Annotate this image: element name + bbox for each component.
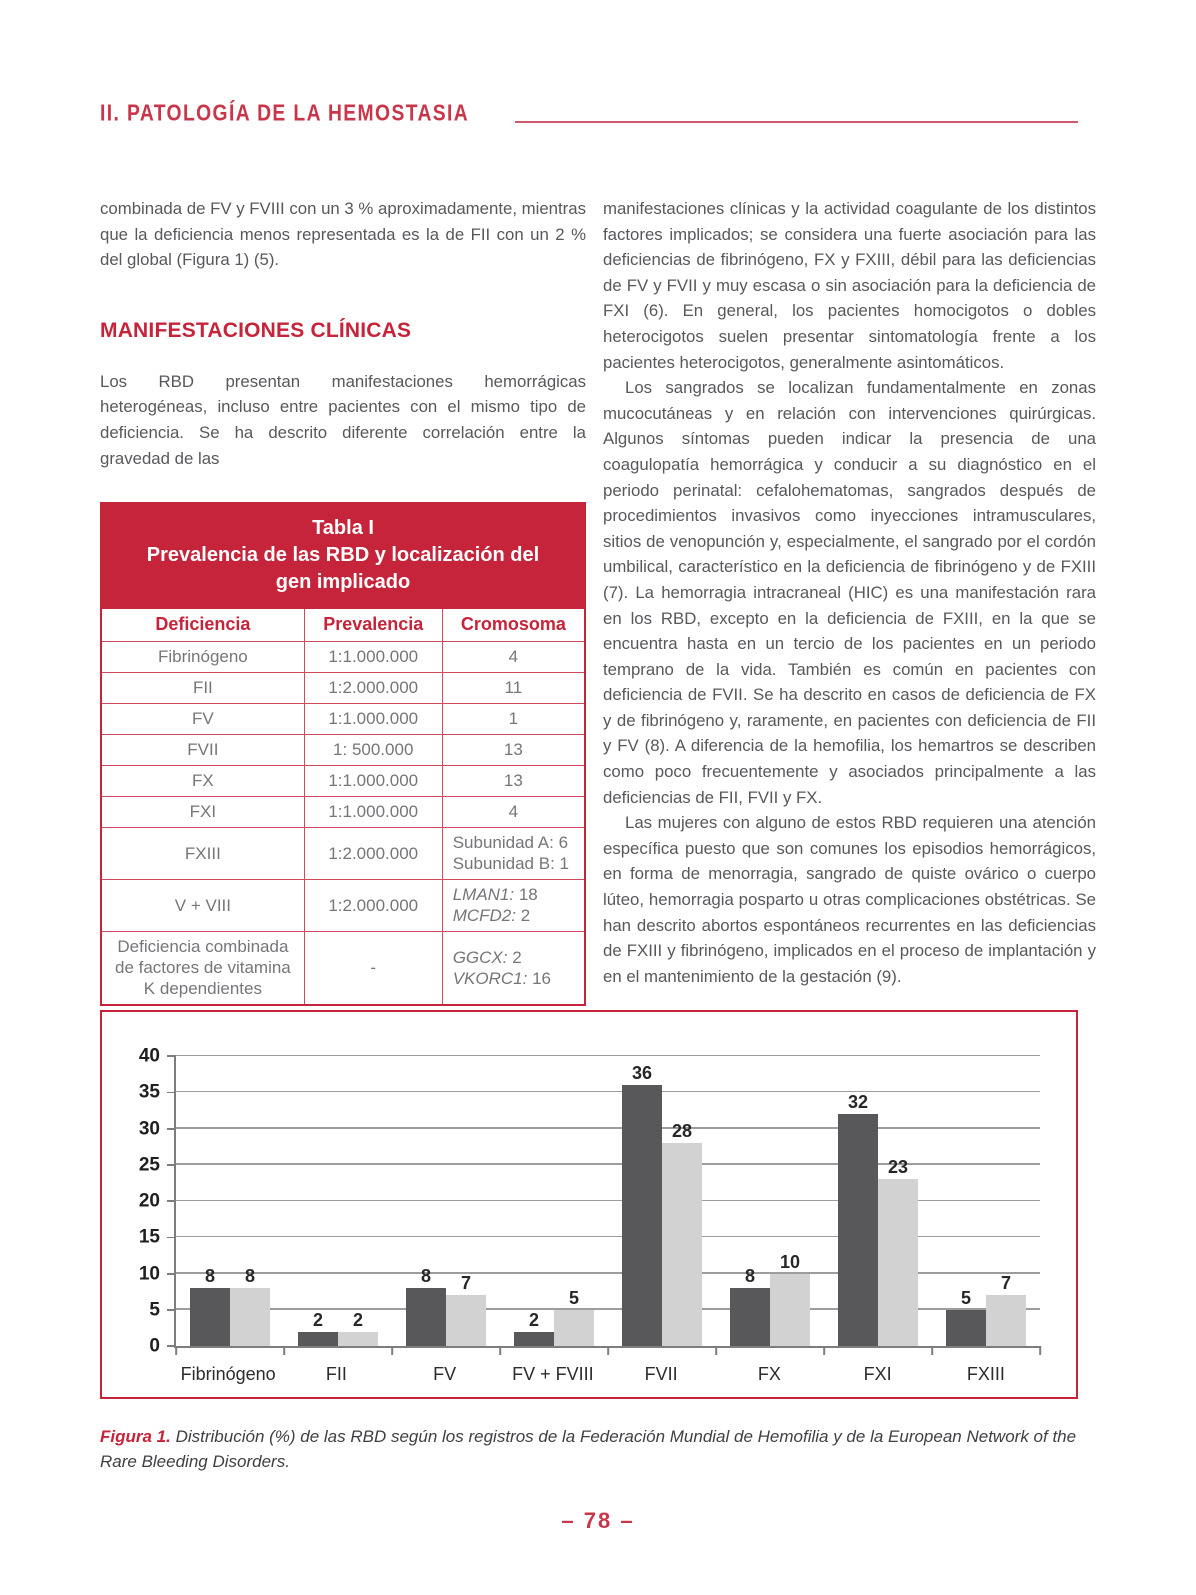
chart-plot (138, 1045, 1040, 1357)
y-axis-tick (167, 1092, 176, 1094)
gene-name: MCFD2: (452, 906, 516, 926)
table-row (101, 766, 585, 797)
x-axis-label: FV (433, 1364, 457, 1384)
bar-value-label: 5 (960, 1287, 971, 1308)
y-axis-tick (167, 1273, 176, 1275)
bar (446, 1295, 486, 1346)
bar-group (500, 1056, 608, 1346)
cell-cromosoma: LMAN1: 18 MCFD2: 2 (442, 880, 585, 932)
table-row (101, 828, 585, 880)
y-axis-label: 20 (138, 1190, 160, 1212)
cell-prevalencia: 1: 500.000 (304, 735, 442, 766)
x-axis-label: Fibrinógeno (180, 1364, 276, 1384)
running-header (100, 100, 1078, 127)
cell-prevalencia: 1:1.000.000 (304, 797, 442, 828)
cell-prevalencia: - (304, 932, 442, 1006)
x-axis-tick (607, 1346, 609, 1355)
bar-value-label: 5 (568, 1287, 579, 1308)
x-axis-label: FXI (863, 1364, 892, 1384)
x-axis-label: FII (325, 1364, 347, 1384)
cell-cromosoma: GGCX: 2 VKORC1: 16 (442, 932, 585, 1006)
figure-caption-label: Figura 1. (100, 1427, 171, 1446)
y-axis-label: 5 (149, 1299, 160, 1321)
column-header-deficiencia: Deficiencia (101, 609, 304, 642)
bar-group (716, 1056, 824, 1346)
cell-cromosoma: 13 (442, 735, 585, 766)
y-axis-tick (167, 1055, 176, 1057)
x-axis-tick (1039, 1346, 1041, 1355)
bar-value-label: 7 (1000, 1273, 1011, 1294)
x-axis-tick (931, 1346, 933, 1355)
paragraph: Las mujeres con alguno de estos RBD requieren una atención específica puesto que son comunes los episodios hemorrágicos, en forma de menorragia, sangrado de quiste ovárico o cuerpo lúteo, hemorragia posparto u otras complicaciones obstétricas. Se han descrito abortos espontáneos recurrentes en las deficiencias de FXIII y fibrinógeno, implicados en el proceso de implantación y en el mantenimiento de la gestación (9). (603, 813, 1096, 986)
bar-value-label: 28 (671, 1121, 693, 1141)
chart-x-axis-labels (174, 1364, 1040, 1385)
cell-cromosoma: 11 (442, 673, 585, 704)
bar-value-label: 36 (631, 1063, 653, 1083)
bar (622, 1085, 662, 1346)
cell-prevalencia: 1:1.000.000 (304, 642, 442, 673)
cell-cromosoma: 13 (442, 766, 585, 797)
x-axis-label: FVII (644, 1364, 678, 1384)
table-title-line1: Tabla I (312, 517, 374, 540)
bar-group (176, 1056, 284, 1346)
y-axis-tick (167, 1237, 176, 1239)
y-axis-tick (167, 1309, 176, 1311)
bar (230, 1288, 270, 1346)
bar (730, 1288, 770, 1346)
bar-value-label: 2 (352, 1309, 363, 1330)
cell-deficiencia: Deficiencia combinada de factores de vitamina K dependientes (101, 932, 304, 1006)
x-axis-label: FV + FVIII (512, 1364, 594, 1384)
bar-value-label: 8 (204, 1266, 215, 1286)
x-axis-tick (283, 1346, 285, 1355)
y-axis-tick (167, 1200, 176, 1202)
bar (986, 1295, 1026, 1346)
table-row (101, 673, 585, 704)
bar (190, 1288, 230, 1346)
x-axis-tick (715, 1346, 717, 1355)
cell-deficiencia: FX (101, 766, 304, 797)
y-axis-label: 10 (138, 1263, 160, 1284)
bar (406, 1288, 446, 1346)
cell-cromosoma: 4 (442, 797, 585, 828)
cell-prevalencia: 1:2.000.000 (304, 828, 442, 880)
paragraph: combinada de FV y FVIII con un 3 % aproximadamente, mientras que la deficiencia menos representada es la de FII con un 2 % del global (Figura 1) (5). (100, 199, 586, 270)
running-header-title: II. PATOLOGÍA DE LA HEMOSTASIA (100, 100, 470, 127)
bar-value-label: 8 (244, 1266, 255, 1286)
x-axis-label: FX (757, 1364, 781, 1384)
bar-value-label: 7 (460, 1273, 471, 1294)
right-column (603, 196, 1096, 1006)
bar-value-label: 2 (528, 1309, 539, 1330)
y-axis-label: 15 (138, 1226, 160, 1248)
bar (554, 1310, 594, 1346)
cell-prevalencia: 1:1.000.000 (304, 704, 442, 735)
x-axis-label: FXIII (966, 1364, 1005, 1384)
gene-name: LMAN1: (452, 885, 515, 905)
x-axis-tick (391, 1346, 393, 1355)
table-body (101, 642, 585, 1006)
cell-prevalencia: 1:1.000.000 (304, 766, 442, 797)
column-header-cromosoma: Cromosoma (442, 609, 585, 642)
y-axis-tick (167, 1164, 176, 1166)
cell-cromosoma: 1 (442, 704, 585, 735)
table-header-row (101, 609, 585, 642)
page-number: – 78 – (561, 1508, 635, 1533)
bar (878, 1179, 918, 1346)
cell-cromosoma: 4 (442, 642, 585, 673)
two-column-body (100, 196, 1096, 1006)
paragraph: Los RBD presentan manifestaciones hemorrágicas heterogéneas, incluso entre pacientes con el mismo tipo de deficiencia. Se ha descrito diferente correlación entre la gravedad de las (100, 371, 586, 468)
cell-deficiencia: Fibrinógeno (101, 642, 304, 673)
figure-caption-text: Distribución (%) de las RBD según los registros de la Federación Mundial de Hemofilia y de la European Network of the Rare Bleeding Disorders. (100, 1427, 1077, 1471)
bar (514, 1332, 554, 1347)
bar-value-label: 23 (887, 1157, 909, 1178)
y-axis-tick (167, 1128, 176, 1130)
gene-name: GGCX: (452, 947, 508, 967)
bar (662, 1143, 702, 1346)
table-row (101, 704, 585, 735)
bar-value-label: 10 (779, 1251, 801, 1272)
x-axis-tick (175, 1346, 177, 1355)
table-row (101, 932, 585, 1006)
gene-name: VKORC1: (452, 968, 528, 988)
paragraph: manifestaciones clínicas y la actividad coagulante de los distintos factores implicados; se considera una fuerte asociación para las deficiencias de fibrinógeno, FX y FXIII, débil para las deficiencias de FV y FVII y muy escasa o sin asociación para la deficiencia de FXI (6). En general, los pacientes homocigotos o dobles heterocigotos suelen presentar sintomatología frente a los pacientes heterocigotos, generalmente asintomáticos. (603, 199, 1096, 372)
cell-prevalencia: 1:2.000.000 (304, 673, 442, 704)
table-title (101, 503, 585, 609)
table-row (101, 642, 585, 673)
paragraph: Los sangrados se localizan fundamentalmente en zonas mucocutáneas y en relación con intervenciones quirúrgicas. Algunos síntomas pueden indicar la presencia de una coagulopatía hemorrágica y conducir a su diagnóstico en el periodo perinatal: cefalohematomas, sangrados después de procedimientos invasivos como inyecciones intramusculares, sitios de venopunción y, especialmente, el sangrado por el cordón umbilical, característico en la deficiencia de fibrinógeno y de FXIII (7). La hemorragia intracraneal (HIC) es una manifestación rara en los RBD, excepto en la deficiencia de FXIII, en la que se encuentra hasta en un tercio de los pacientes en un periodo temprano de la vida. También es común en pacientes con deficiencia de FVII. Se ha descrito en casos de deficiencia de FX y de fibrinógeno y, raramente, en pacientes con deficiencia de FII y FV (8). A diferencia de la hemofilia, los hemartros se describen como poco frecuentemente y asociados principalmente a las deficiencias de FII, FVII y FX. (603, 378, 1096, 807)
table-row (101, 797, 585, 828)
y-axis-label: 30 (138, 1118, 160, 1139)
y-axis-label: 35 (138, 1081, 160, 1103)
cell-deficiencia: FII (101, 673, 304, 704)
y-axis-label: 25 (138, 1154, 160, 1176)
column-header-prevalencia: Prevalencia (304, 609, 442, 642)
cell-deficiencia: FVII (101, 735, 304, 766)
section-heading: MANIFESTACIONES CLÍNICAS (100, 318, 412, 342)
cell-deficiencia: V + VIII (101, 880, 304, 932)
table-title-line2: Prevalencia de las RBD y localización del gen implicado (146, 544, 540, 594)
table-tabla-1 (100, 502, 586, 1006)
cell-prevalencia: 1:2.000.000 (304, 880, 442, 932)
table-row (101, 735, 585, 766)
bar-group (608, 1056, 716, 1346)
bar-value-label: 8 (744, 1266, 755, 1286)
table-row (101, 880, 585, 932)
bar (838, 1114, 878, 1346)
left-column (100, 196, 586, 1006)
y-axis-label: 0 (149, 1335, 160, 1357)
x-axis-tick (499, 1346, 501, 1355)
bar-groups (176, 1056, 1040, 1346)
bar-value-label: 32 (847, 1092, 869, 1112)
figure-caption (100, 1424, 1096, 1474)
bar-value-label: 8 (420, 1266, 431, 1286)
bar-group (932, 1056, 1040, 1346)
bar-group (824, 1056, 932, 1346)
bar (946, 1310, 986, 1346)
bar (770, 1274, 810, 1347)
cell-deficiencia: FV (101, 704, 304, 735)
bar (298, 1332, 338, 1347)
cell-cromosoma: Subunidad A: 6 Subunidad B: 1 (442, 828, 585, 880)
bar-group (284, 1056, 392, 1346)
header-rule-divider (515, 121, 1078, 123)
figure-1-frame (100, 1010, 1078, 1399)
bar (338, 1332, 378, 1347)
x-axis-tick (823, 1346, 825, 1355)
bar-value-label: 2 (312, 1309, 323, 1330)
cell-deficiencia: FXIII (101, 828, 304, 880)
cell-deficiencia: FXI (101, 797, 304, 828)
y-axis-label: 40 (138, 1045, 160, 1067)
bar-group (392, 1056, 500, 1346)
